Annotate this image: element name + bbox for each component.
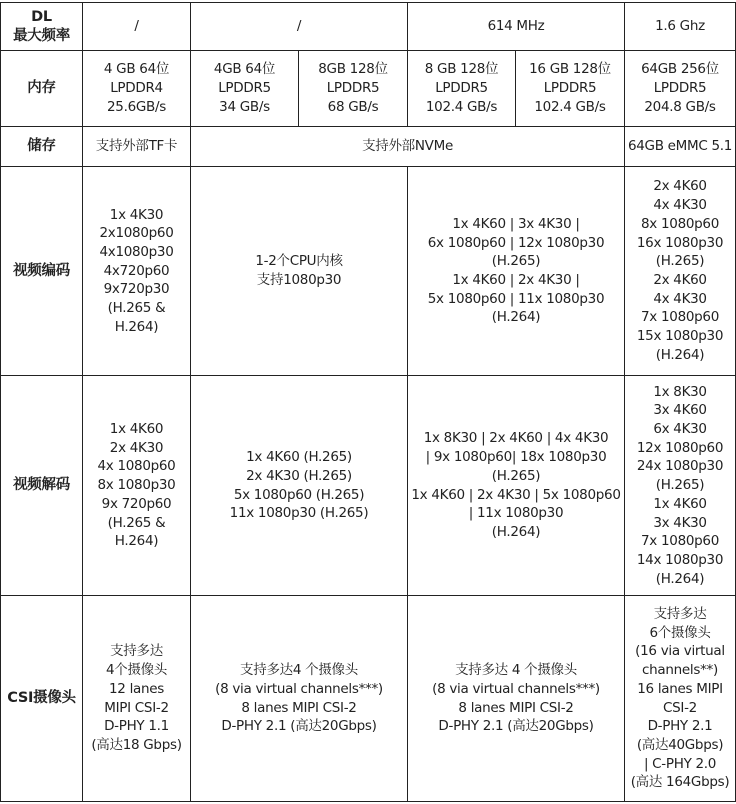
table-cell: 1x 8K30 | 2x 4K60 | 4x 4K30 | 9x 1080p60| 18x 1080p30 (H.265) 1x 4K60 | 2x 4K30 | 5x 1080p60 | 11x 1080p30 (H.264) (408, 376, 625, 596)
table-cell: 支持多达 4个摄像头 12 lanes MIPI CSI-2 D-PHY 1.1 (高达18 Gbps) (83, 596, 191, 802)
table-cell: 4 GB 64位 LPDDR4 25.6GB/s (83, 51, 191, 127)
table-cell: 4GB 64位 LPDDR5 34 GB/s (191, 51, 299, 127)
table-row-storage (1, 127, 736, 167)
row-header: 储存 (1, 127, 83, 167)
table-cell: 614 MHz (408, 3, 625, 51)
row-header: 内存 (1, 51, 83, 127)
row-header: DL 最大频率 (1, 3, 83, 51)
table-cell: 支持外部TF卡 (83, 127, 191, 167)
table-cell: 支持外部NVMe (191, 127, 625, 167)
table-cell: / (191, 3, 408, 51)
spec-table (0, 2, 736, 802)
table-cell: 16 GB 128位 LPDDR5 102.4 GB/s (516, 51, 625, 127)
row-header: CSI摄像头 (1, 596, 83, 802)
table-cell: 1x 4K30 2x1080p60 4x1080p30 4x720p60 9x720p30 (H.265 & H.264) (83, 167, 191, 376)
table-row-video-encode (1, 167, 736, 376)
table-cell: 支持多达4 个摄像头 (8 via virtual channels***) 8 lanes MIPI CSI-2 D-PHY 2.1 (高达20Gbps) (191, 596, 408, 802)
table-cell: 2x 4K60 4x 4K30 8x 1080p60 16x 1080p30 (H.265) 2x 4K60 4x 4K30 7x 1080p60 15x 1080p30 (H.264) (625, 167, 736, 376)
table-row-video-decode (1, 376, 736, 596)
table-row-csi-camera (1, 596, 736, 802)
table-row-memory (1, 51, 736, 127)
table-cell: 1x 4K60 | 3x 4K30 | 6x 1080p60 | 12x 1080p30 (H.265) 1x 4K60 | 2x 4K30 | 5x 1080p60 | 11x 1080p30 (H.264) (408, 167, 625, 376)
table-cell: 64GB 256位 LPDDR5 204.8 GB/s (625, 51, 736, 127)
row-header: 视频解码 (1, 376, 83, 596)
table-cell: 8GB 128位 LPDDR5 68 GB/s (299, 51, 408, 127)
table-cell: 1-2个CPU内核 支持1080p30 (191, 167, 408, 376)
table-row-max-frequency (1, 3, 736, 51)
table-cell: 1.6 Ghz (625, 3, 736, 51)
table-cell: 8 GB 128位 LPDDR5 102.4 GB/s (408, 51, 516, 127)
table-cell: 1x 8K30 3x 4K60 6x 4K30 12x 1080p60 24x 1080p30 (H.265) 1x 4K60 3x 4K30 7x 1080p60 14x 1080p30 (H.264) (625, 376, 736, 596)
table-cell: 1x 4K60 (H.265) 2x 4K30 (H.265) 5x 1080p60 (H.265) 11x 1080p30 (H.265) (191, 376, 408, 596)
row-header: 视频编码 (1, 167, 83, 376)
table-cell: 支持多达 6个摄像头 (16 via virtual channels**) 16 lanes MIPI CSI-2 D-PHY 2.1 (高达40Gbps) | C-PHY 2.0 (高达 164Gbps) (625, 596, 736, 802)
table-cell: / (83, 3, 191, 51)
table-cell: 1x 4K60 2x 4K30 4x 1080p60 8x 1080p30 9x 720p60 (H.265 & H.264) (83, 376, 191, 596)
table-cell: 支持多达 4 个摄像头 (8 via virtual channels***) 8 lanes MIPI CSI-2 D-PHY 2.1 (高达20Gbps) (408, 596, 625, 802)
table-cell: 64GB eMMC 5.1 (625, 127, 736, 167)
